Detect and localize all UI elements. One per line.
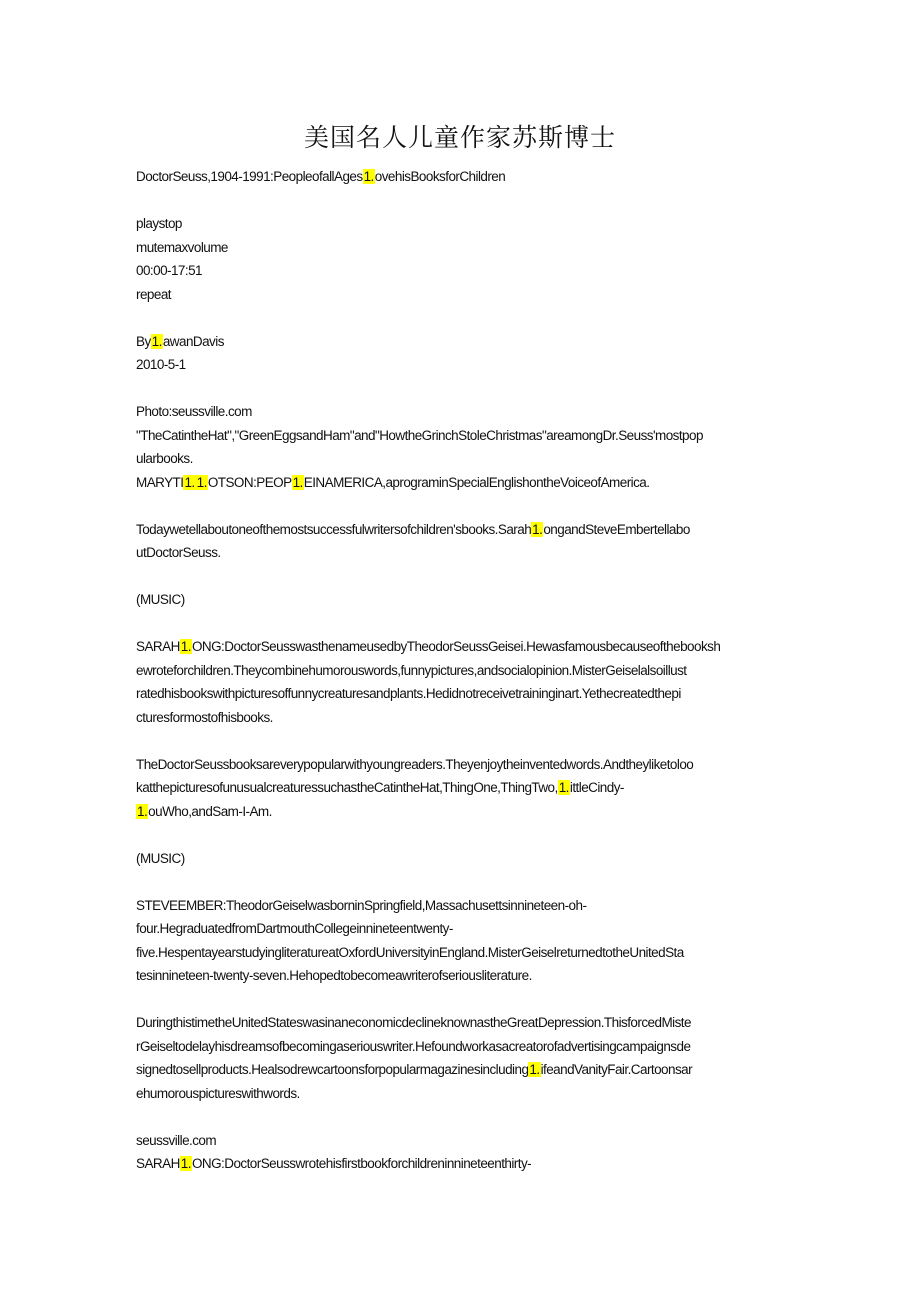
text-segment: ifeandVanityFair.Cartoonsar [540, 1062, 693, 1077]
text-segment: (MUSIC) [136, 592, 185, 607]
text-line [136, 212, 784, 236]
highlighted-text: 1. [137, 803, 148, 819]
text-segment: ittleCindy- [569, 780, 624, 795]
text-line [136, 753, 784, 777]
text-line [136, 283, 784, 307]
text-segment: ovehisBooksforChildren [374, 169, 506, 184]
text-segment: STEVEEMBER:TheodorGeiselwasborninSpringfield,Massachusettsinnineteen-oh- [136, 897, 587, 913]
text-line [136, 588, 784, 612]
paragraph-gap [136, 306, 784, 330]
text-line [136, 424, 784, 448]
text-line [136, 776, 784, 800]
text-segment: Todaywetellaboutoneofthemostsuccessfulwritersofchildren'sbooks.Sarah [136, 521, 532, 537]
text-segment: EINAMERICA,aprograminSpecialEnglishontheVoiceofAmerica. [303, 474, 650, 490]
text-line [136, 964, 784, 988]
text-segment: seussville.com [136, 1132, 217, 1148]
text-segment: DuringthistimetheUnitedStateswasinaneconomicdeclineknownastheGreatDepression.ThisforcedMiste [136, 1015, 691, 1030]
highlighted-text: 1. [180, 639, 191, 654]
highlighted-text: 1. [529, 1062, 540, 1077]
text-segment: By [136, 333, 151, 349]
text-line [136, 635, 784, 659]
text-line [136, 236, 784, 260]
text-segment: ONG:DoctorSeusswrotehisfirstbookforchildreninnineteenthirty- [191, 1156, 532, 1171]
text-line [136, 1082, 784, 1106]
text-line [136, 1129, 784, 1153]
text-segment: katthepicturesofunusualcreaturessuchastheCatintheHat,ThingOne,ThingTwo, [136, 780, 558, 795]
paragraph-gap [136, 988, 784, 1012]
text-segment: OTSON:PEOP [207, 474, 292, 490]
text-line [136, 847, 784, 871]
text-segment: ewroteforchildren.Theycombinehumorouswords,funnypictures,andsocialopinion.MisterGeiselalsoillust [136, 662, 687, 678]
text-segment: cturesformostofhisbooks. [136, 709, 273, 725]
paragraph-gap [136, 823, 784, 847]
text-line [136, 894, 784, 918]
text-line [136, 659, 784, 683]
text-segment: SARAH [136, 1156, 180, 1171]
document-body [136, 165, 784, 1176]
text-segment: five.HespentayearstudyingliteratureatOxfordUniversityinEngland.MisterGeiselreturnedtotheUnitedSta [136, 944, 684, 960]
text-segment: (MUSIC) [136, 850, 185, 866]
paragraph-gap [136, 494, 784, 518]
text-segment: SARAH [136, 639, 180, 654]
text-line [136, 165, 784, 189]
text-segment: repeat [136, 286, 171, 302]
text-segment: ongandSteveEmbertellabo [543, 521, 690, 537]
text-segment: tesinnineteen-twenty-seven.Hehopedtobecomeawriterofseriousliterature. [136, 968, 532, 983]
text-segment: mutemaxvolume [136, 239, 228, 255]
text-segment: awanDavis [162, 333, 224, 349]
text-line [136, 941, 784, 965]
page-title: 美国名人儿童作家苏斯博士 [303, 123, 616, 152]
text-segment: ONG:DoctorSeusswasthenameusedbyTheodorSeussGeisei.Hewasfamousbecauseofthebooksh [191, 639, 721, 654]
paragraph-gap [136, 870, 784, 894]
text-segment: 2010-5-1 [136, 357, 186, 372]
highlighted-text: 1. [184, 474, 195, 490]
paragraph-gap [136, 377, 784, 401]
highlighted-text: 1. [196, 474, 207, 490]
text-line [136, 541, 784, 565]
text-segment: signedtosellproducts.Healsodrewcartoonsforpopularmagazinesincluding [136, 1062, 529, 1077]
text-segment: ratedhisbookswithpicturesoffunnycreaturesandplants.Hedidnotreceivetraininginart.Yethecreatedthepi [136, 686, 681, 701]
text-line [136, 518, 784, 542]
text-line [136, 800, 784, 824]
text-line [136, 917, 784, 941]
highlighted-text: 1. [532, 521, 543, 537]
paragraph-gap [136, 565, 784, 589]
paragraph-gap [136, 612, 784, 636]
text-segment: utDoctorSeuss. [136, 545, 221, 560]
text-line [136, 1011, 784, 1035]
paragraph-gap [136, 189, 784, 213]
text-segment: DoctorSeuss,1904-1991:PeopleofallAges [136, 169, 363, 184]
text-line [136, 447, 784, 471]
paragraph-gap [136, 729, 784, 753]
text-segment: ularbooks. [136, 451, 193, 466]
highlighted-text: 1. [363, 169, 374, 184]
text-segment: "TheCatintheHat","GreenEggsandHam"and"HowtheGrinchStoleChristmas"areamongDr.Seuss'mostpop [136, 427, 703, 443]
text-line [136, 1035, 784, 1059]
paragraph-gap [136, 1105, 784, 1129]
text-line [136, 400, 784, 424]
text-line [136, 353, 784, 377]
text-segment: 00:00-17:51 [136, 263, 203, 278]
text-segment: ehumorouspictureswithwords. [136, 1085, 300, 1101]
text-line [136, 471, 784, 495]
text-line [136, 706, 784, 730]
text-segment: ouWho,andSam-I-Am. [148, 803, 272, 819]
text-segment: MARYTI [136, 474, 184, 490]
highlighted-text: 1. [180, 1156, 191, 1171]
highlighted-text: 1. [151, 333, 162, 349]
text-segment: four.HegraduatedfromDartmouthCollegeinnineteentwenty- [136, 921, 453, 936]
text-line [136, 1058, 784, 1082]
text-line [136, 259, 784, 283]
text-segment: playstop [136, 216, 182, 231]
highlighted-text: 1. [292, 474, 303, 490]
highlighted-text: 1. [558, 780, 569, 795]
text-segment: TheDoctorSeussbooksareverypopularwithyoungreaders.Theyenjoytheinventedwords.Andtheyliketoloo [136, 756, 694, 772]
text-segment: rGeiseltodelayhisdreamsofbecomingaseriouswriter.Hefoundworkasacreatorofadvertisingcampaignsde [136, 1038, 691, 1054]
text-line [136, 330, 784, 354]
text-line [136, 1152, 784, 1176]
text-line [136, 682, 784, 706]
text-segment: Photo:seussville.com [136, 404, 252, 419]
